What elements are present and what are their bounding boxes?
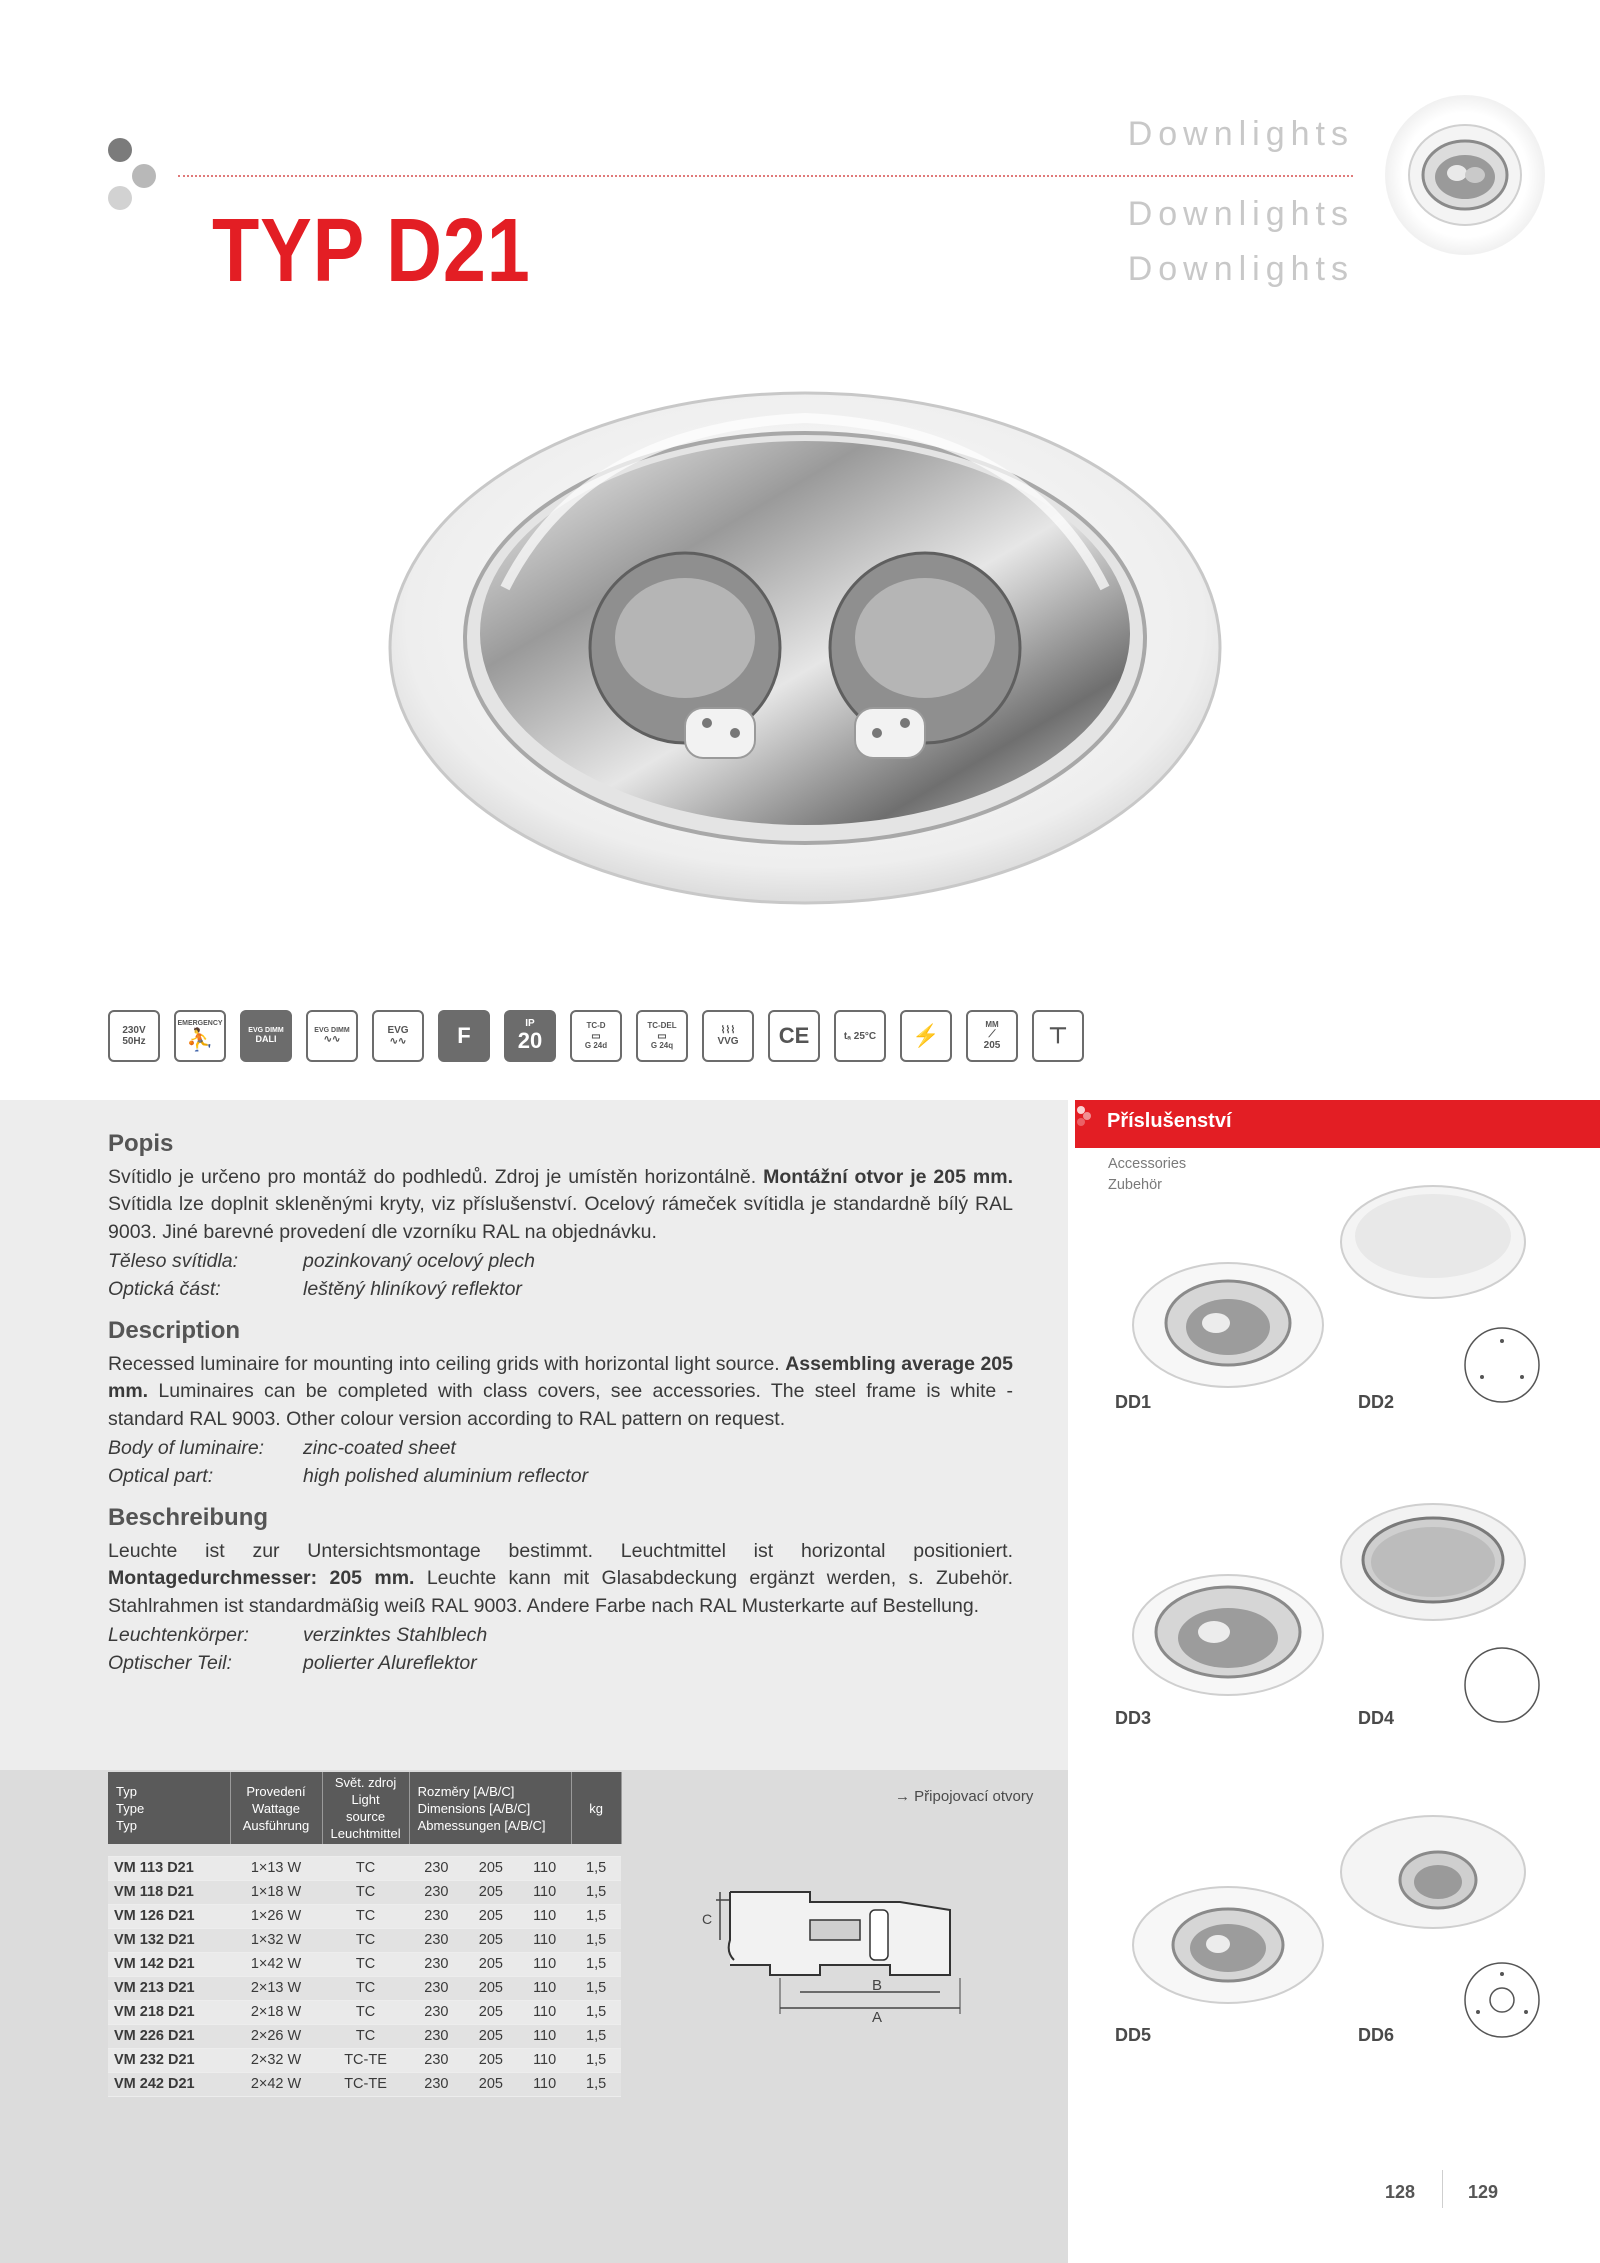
table-row [108,1952,621,1976]
dd2-image [1338,1180,1528,1310]
table-cell: VM 132 D21 [108,1928,230,1952]
table-cell: TC [322,1904,409,1928]
table-cell: 1,5 [571,1880,621,1904]
page-title: TYP D21 [212,201,531,301]
table-cell: 230 [409,1856,464,1880]
table-cell: 1,5 [571,1928,621,1952]
table-row [108,1880,621,1904]
table-cell: 205 [464,2048,519,2072]
dd3-image [1128,1570,1328,1700]
popis-section: Popis Svítidlo je určeno pro montáž do podhledů. Zdroj je umístěn horizontálně. Montážní otvor je 205 mm. Svítidla lze doplnit skleněnými kryty, viz příslušenství. Ocelový rámeček svítidla je standardně bílý RAL 9003. Jiné barevné provedení dle vzorníku RAL na objednávku. Těleso svítidla: pozinkovaný ocelový plech Optická část: leštěný hliníkový reflektor [108,1130,1013,1300]
col-type: Typ Type Typ [108,1772,230,1844]
table-cell: 1,5 [571,1856,621,1880]
table-cell: 205 [464,1904,519,1928]
table-cell: 110 [518,1952,571,1976]
table-cell: 1×32 W [230,1928,322,1952]
table-cell: 1×18 W [230,1880,322,1904]
category-label-3: Downlights [1127,250,1354,288]
col-dimensions: Rozměry [A/B/C] Dimensions [A/B/C] Abmessungen [A/B/C] [409,1772,571,1844]
product-image [385,388,1225,908]
page-number-left: 128 [1385,2182,1416,2202]
page-number-right: 129 [1468,2182,1499,2202]
table-cell: VM 218 D21 [108,2000,230,2024]
table-row [108,2072,621,2096]
table-cell: TC-TE [322,2048,409,2072]
table-cell: VM 113 D21 [108,1856,230,1880]
table-cell: 2×26 W [230,2024,322,2048]
table-cell: 2×18 W [230,2000,322,2024]
table-cell: 110 [518,1976,571,2000]
ce-icon: CE [768,1010,820,1062]
table-row [108,2024,621,2048]
dd4-image [1338,1500,1528,1630]
dd6-cutout-icon [1462,1960,1542,2040]
table-cell: 205 [464,1856,519,1880]
col-wattage: Provedení Wattage Ausführung [230,1772,322,1844]
voltage-icon: 230V 50Hz [108,1010,160,1062]
table-cell: 230 [409,1880,464,1904]
table-cell: 230 [409,2000,464,2024]
spec-table [108,1772,622,2097]
table-cell: TC-TE [322,2072,409,2096]
table-cell: 205 [464,1976,519,2000]
dd4-cutout-icon [1462,1645,1542,1725]
table-cell: 230 [409,2072,464,2096]
table-cell: 110 [518,2048,571,2072]
beschreibung-section: Beschreibung Leuchte ist zur Untersichtsmontage bestimmt. Leuchtmittel ist horizontal positioniert. Montagedurchmesser: 205 mm. Leuchte kann mit Glasabdeckung ergänzt werden, s. Zubehör. Stahlrahmen ist standardmäßig weiß RAL 9003. Andere Farbe nach RAL Musterkarte auf Bestellung. Leuchtenkörper: verzinktes Stahlblech Optischer Teil: polierter Alureflektor [108,1504,1013,1674]
category-thumbnail [1385,95,1545,255]
table-cell: VM 242 D21 [108,2072,230,2096]
table-cell: 1,5 [571,1904,621,1928]
table-cell: 205 [464,1952,519,1976]
cutout-icon: MM ⟋ 205 [966,1010,1018,1062]
table-row [108,2048,621,2072]
table-row [108,1904,621,1928]
table-cell: 110 [518,1880,571,1904]
evg-dimm-dali-icon: EVG DIMM DALI [240,1010,292,1062]
description-heading: Description [108,1317,241,1344]
table-cell: 205 [464,2000,519,2024]
description-block [108,1130,1013,1691]
accessories-subtitle: Accessories Zubehör [1108,1156,1187,1193]
dd5-label: DD5 [1115,2025,1152,2045]
table-cell: VM 118 D21 [108,1880,230,1904]
table-row [108,1928,621,1952]
feature-icons [108,1010,1084,1066]
dd6-image [1338,1810,1528,1940]
table-cell: 110 [518,2024,571,2048]
f-mark-icon: F [438,1010,490,1062]
col-kg: kg [571,1772,621,1844]
table-cell: TC [322,1856,409,1880]
header-divider [178,175,1353,177]
table-cell: VM 213 D21 [108,1976,230,2000]
tc-d-icon: TC-D ▭ G 24d [570,1010,622,1062]
table-row [108,1856,621,1880]
table-cell: 205 [464,1880,519,1904]
table-cell: 1,5 [571,2000,621,2024]
table-cell: TC [322,1976,409,2000]
table-cell: TC [322,1952,409,1976]
table-cell: 1×26 W [230,1904,322,1928]
table-cell: 2×42 W [230,2072,322,2096]
table-cell: 1×13 W [230,1856,322,1880]
dd2-label: DD2 [1358,1392,1395,1412]
table-cell: 110 [518,2072,571,2096]
temperature-icon: tₐ 25°C [834,1010,886,1062]
table-cell: 110 [518,1928,571,1952]
svg-text:C: C [702,1911,713,1927]
logo-dots [108,138,168,218]
tc-del-icon: TC-DEL ▭ G 24q [636,1010,688,1062]
description-section: Description Recessed luminaire for mounting into ceiling grids with horizontal light source. Assembling average 205 mm. Luminaires can be completed with class covers, see accessories. The steel frame is white - standard RAL 9003. Other colour version according to RAL pattern on request. Body of luminaire: zinc-coated sheet Optical part: high polished aluminium reflector [108,1317,1013,1487]
dd2-cutout-icon [1462,1325,1542,1405]
dd1-image [1128,1255,1328,1395]
connection-holes-link[interactable]: → Připojovací otvory [895,1788,1034,1805]
table-cell: VM 142 D21 [108,1952,230,1976]
popis-heading: Popis [108,1130,174,1157]
table-cell: 2×13 W [230,1976,322,2000]
table-cell: VM 126 D21 [108,1904,230,1928]
table-cell: VM 226 D21 [108,2024,230,2048]
table-row [108,1976,621,2000]
category-label-2: Downlights [1127,195,1354,233]
ip20-icon: IP 20 [504,1010,556,1062]
table-cell: 110 [518,1904,571,1928]
col-source: Svět. zdroj Light source Leuchtmittel [322,1772,409,1844]
svg-text:B: B [872,1977,883,1994]
table-cell: 205 [464,2024,519,2048]
table-cell: 1,5 [571,2024,621,2048]
svg-text:A: A [872,2009,883,2026]
table-cell: TC [322,2000,409,2024]
table-cell: 230 [409,2024,464,2048]
table-cell: 230 [409,1976,464,2000]
dd3-label: DD3 [1115,1708,1152,1728]
table-cell: TC [322,1880,409,1904]
table-cell: 1,5 [571,1976,621,2000]
table-cell: 1,5 [571,2048,621,2072]
technical-drawing [690,1880,980,2030]
table-cell: 110 [518,1856,571,1880]
evg-icon: EVG ∿∿ [372,1010,424,1062]
beschreibung-heading: Beschreibung [108,1504,269,1531]
table-cell: 1×42 W [230,1952,322,1976]
table-cell: 230 [409,1904,464,1928]
table-cell: 1,5 [571,1952,621,1976]
dd1-label: DD1 [1115,1392,1152,1412]
evg-dimm-icon: EVG DIMM ∿∿ [306,1010,358,1062]
table-cell: TC [322,1928,409,1952]
table-cell: 1,5 [571,2072,621,2096]
table-row [108,2000,621,2024]
table-cell: 230 [409,1952,464,1976]
table-cell: 205 [464,1928,519,1952]
dd4-label: DD4 [1358,1708,1395,1728]
dd5-image [1128,1880,1328,2010]
table-cell: 205 [464,2072,519,2096]
cable-icon: ⚡ [900,1010,952,1062]
category-label-1: Downlights [1127,115,1354,153]
accessories-dots [1075,1104,1095,1134]
emergency-icon: EMERGENCY ⛹ [174,1010,226,1062]
table-cell: 110 [518,2000,571,2024]
accessories-title-bar: Příslušenství [1075,1100,1600,1148]
mounting-icon: ⊤ [1032,1010,1084,1062]
table-cell: 230 [409,1928,464,1952]
vvg-icon: ⌇⌇⌇ VVG [702,1010,754,1062]
dd6-label: DD6 [1358,2025,1395,2045]
table-cell: 230 [409,2048,464,2072]
page-number-divider [1442,2170,1443,2208]
table-cell: TC [322,2024,409,2048]
table-cell: 2×32 W [230,2048,322,2072]
table-cell: VM 232 D21 [108,2048,230,2072]
